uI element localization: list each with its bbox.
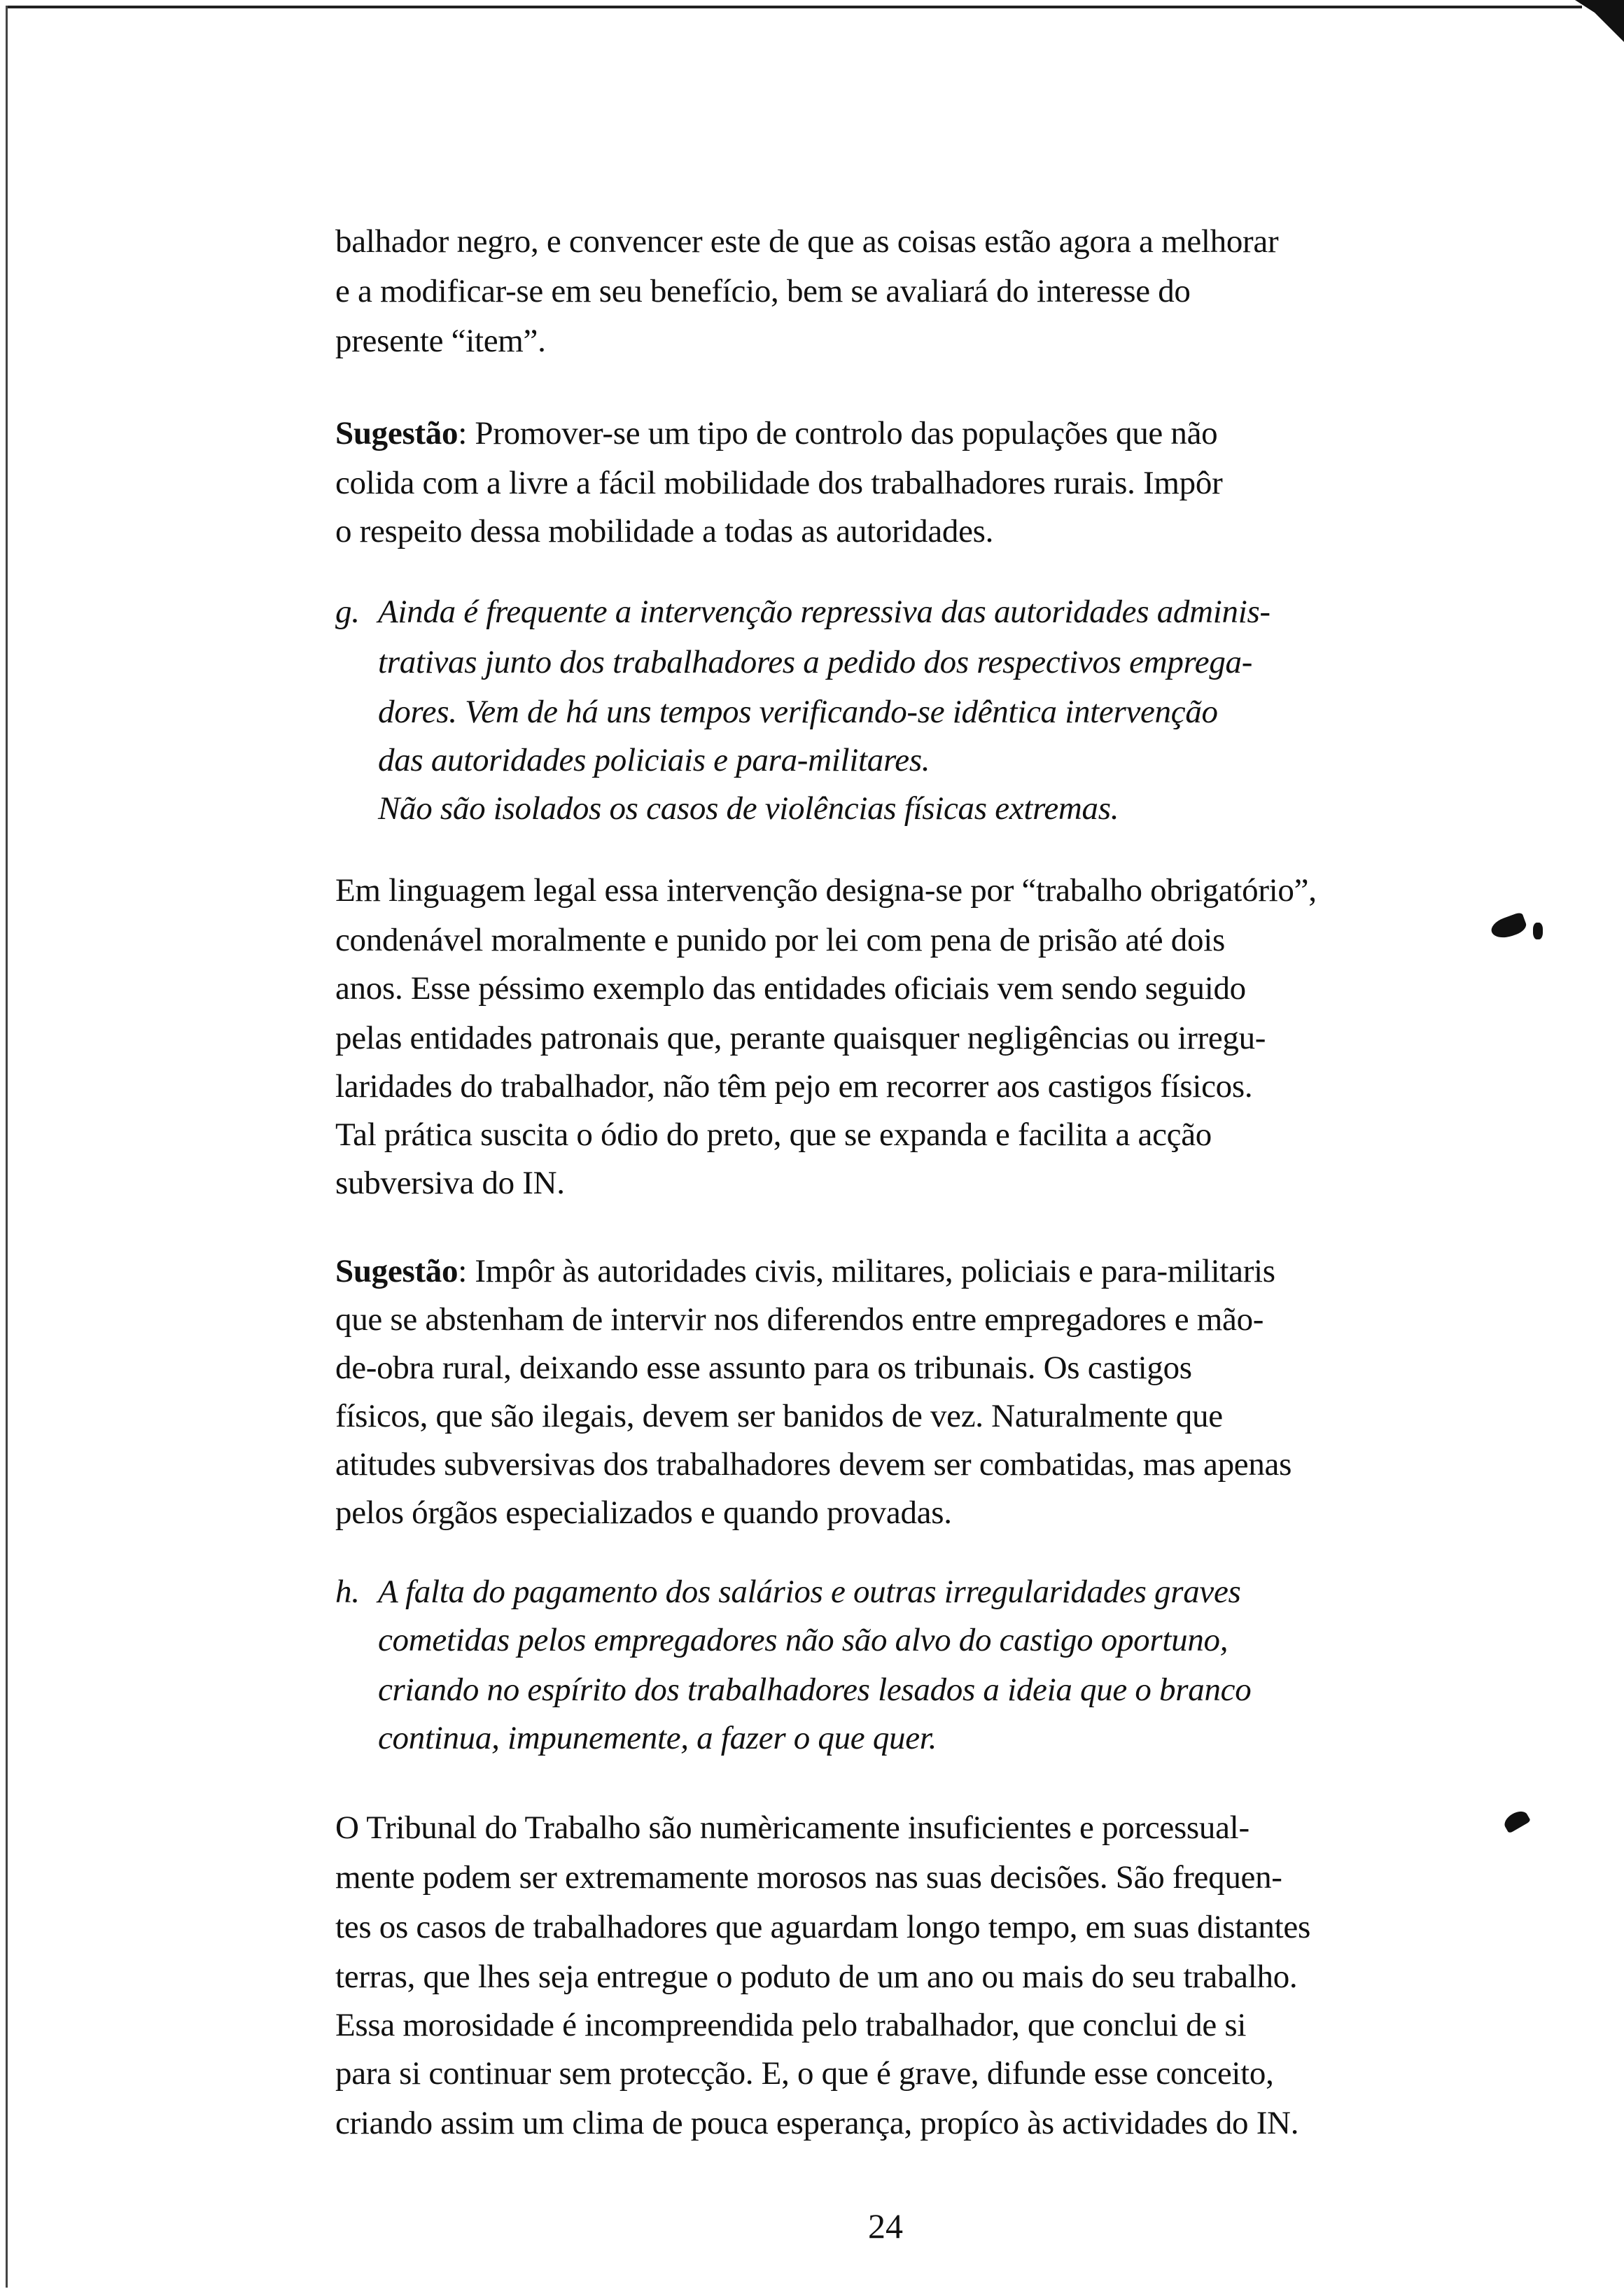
line-text: mente podem ser extremamente morosos nas suas decisões. São frequen-: [335, 1859, 1282, 1896]
line-text: cometidas pelos empregadores não são alvo do castigo oportuno,: [378, 1622, 1228, 1658]
line-text: Não são isolados os casos de violências físicas extremas.: [378, 790, 1119, 827]
line-text: : Impôr às autoridades civis, militares, policiais e para-militaris: [458, 1253, 1275, 1289]
line-text: presente “item”.: [335, 323, 546, 359]
paragraph-line: [335, 2051, 1274, 2096]
line-text: o respeito dessa mobilidade a todas as autoridades.: [335, 513, 994, 550]
line-text: tes os casos de trabalhadores que aguardam longo tempo, em suas distantes: [335, 1909, 1310, 1945]
page-number: 24: [868, 2206, 903, 2246]
paragraph-line: [335, 1161, 565, 1205]
line-text: que se abstenham de intervir nos diferendos entre empregadores e mão-: [335, 1301, 1264, 1338]
paragraph-line: [335, 219, 1278, 264]
margin-mark: [1533, 923, 1543, 939]
line-text: Tal prática suscita o ódio do preto, que se expanda e facilita a acção: [335, 1116, 1212, 1153]
paragraph-line: [335, 2101, 1298, 2146]
paragraph-line: [335, 1297, 1264, 1342]
line-text: de-obra rural, deixando esse assunto para os tribunais. Os castigos: [335, 1350, 1192, 1386]
scan-border-top: [7, 6, 1582, 8]
paragraph-line: [335, 318, 546, 363]
margin-mark: [1489, 911, 1529, 941]
line-text: atitudes subversivas dos trabalhadores devem ser combatidas, mas apenas: [335, 1446, 1292, 1483]
item-text-line: [378, 589, 1270, 634]
item-text-line: [378, 640, 1252, 685]
item-text-line: [378, 1667, 1251, 1712]
item-text-line: [378, 1618, 1228, 1662]
paragraph-line: [335, 411, 1217, 456]
line-text: para si continuar sem protecção. E, o que é grave, difunde esse conceito,: [335, 2055, 1274, 2092]
item-text-line: [378, 1569, 1241, 1614]
paragraph-line: [335, 1249, 1275, 1294]
line-text: Ainda é frequente a intervenção repressiva das autoridades adminis-: [378, 594, 1270, 630]
line-text: criando no espírito dos trabalhadores lesados a ideia que o branco: [378, 1672, 1252, 1708]
line-text: O Tribunal do Trabalho são numèricamente insuficientes e porcessual-: [335, 1809, 1250, 1846]
paragraph-line: [335, 1855, 1282, 1900]
paragraph-line: [335, 1064, 1252, 1109]
line-text: anos. Esse péssimo exemplo das entidades oficiais vem sendo seguido: [335, 970, 1246, 1007]
paragraph-line: [335, 269, 1191, 314]
line-text: condenável moralmente e punido por lei com pena de prisão até dois: [335, 922, 1225, 958]
line-text: terras, que lhes seja entregue o poduto de um ano ou mais do seu trabalho.: [335, 1959, 1298, 1995]
line-text: físicos, que são ilegais, devem ser banidos de vez. Naturalmente que: [335, 1398, 1223, 1434]
paragraph-line: [335, 1805, 1250, 1850]
paragraph-line: [335, 509, 993, 554]
item-text-line: [378, 786, 1119, 831]
line-text: balhador negro, e convencer este de que as coisas estão agora a melhorar: [335, 223, 1279, 260]
paragraph-line: [335, 966, 1246, 1011]
item-text-line: [378, 690, 1218, 734]
paragraph-line: [335, 1954, 1297, 1999]
item-marker: g.: [335, 594, 360, 630]
paragraph-line: [335, 1905, 1310, 1949]
line-text: trativas junto dos trabalhadores a pedido dos respectivos emprega-: [378, 644, 1253, 680]
line-text: das autoridades policiais e para-militares.: [378, 742, 930, 778]
paragraph-line: [335, 918, 1225, 962]
paragraph-line: [335, 1394, 1223, 1438]
margin-mark: [1502, 1807, 1531, 1833]
line-text: e a modificar-se em seu benefício, bem se avaliará do interesse do: [335, 273, 1191, 309]
line-text: pelas entidades patronais que, perante quaisquer negligências ou irregu-: [335, 1020, 1266, 1056]
line-text: Em linguagem legal essa intervenção designa-se por “trabalho obrigatório”,: [335, 872, 1317, 909]
paragraph-line: [335, 1442, 1292, 1487]
line-text: Essa morosidade é incompreendida pelo trabalhador, que conclui de si: [335, 2007, 1247, 2043]
line-text: pelos órgãos especializados e quando provadas.: [335, 1494, 952, 1531]
line-text: colida com a livre a fácil mobilidade dos trabalhadores rurais. Impôr: [335, 465, 1223, 501]
paragraph-line: [335, 1345, 1192, 1390]
suggestion-label: Sugestão: [335, 1253, 458, 1289]
paragraph-line: [335, 1490, 952, 1535]
paragraph-line: [335, 1112, 1212, 1157]
line-text: dores. Vem de há uns tempos verificando-se idêntica intervenção: [378, 694, 1218, 730]
paragraph-line: [335, 461, 1222, 505]
line-text: criando assim um clima de pouca esperança, propíco às actividades do IN.: [335, 2105, 1299, 2141]
scan-corner-mark: [1575, 0, 1624, 42]
paragraph-line: [335, 1016, 1266, 1060]
scan-border-left: [6, 6, 8, 2288]
paragraph-line: [335, 868, 1317, 913]
line-text: : Promover-se um tipo de controlo das populações que não: [458, 415, 1218, 451]
suggestion-label: Sugestão: [335, 415, 458, 451]
item-text-line: [378, 738, 930, 783]
item-text-line: [378, 1716, 937, 1760]
paragraph-line: [335, 2003, 1246, 2047]
line-text: continua, impunemente, a fazer o que quer.: [378, 1720, 937, 1756]
item-marker: h.: [335, 1574, 360, 1610]
line-text: A falta do pagamento dos salários e outras irregularidades graves: [378, 1574, 1241, 1610]
line-text: laridades do trabalhador, não têm pejo em recorrer aos castigos físicos.: [335, 1068, 1253, 1105]
line-text: subversiva do IN.: [335, 1165, 565, 1201]
